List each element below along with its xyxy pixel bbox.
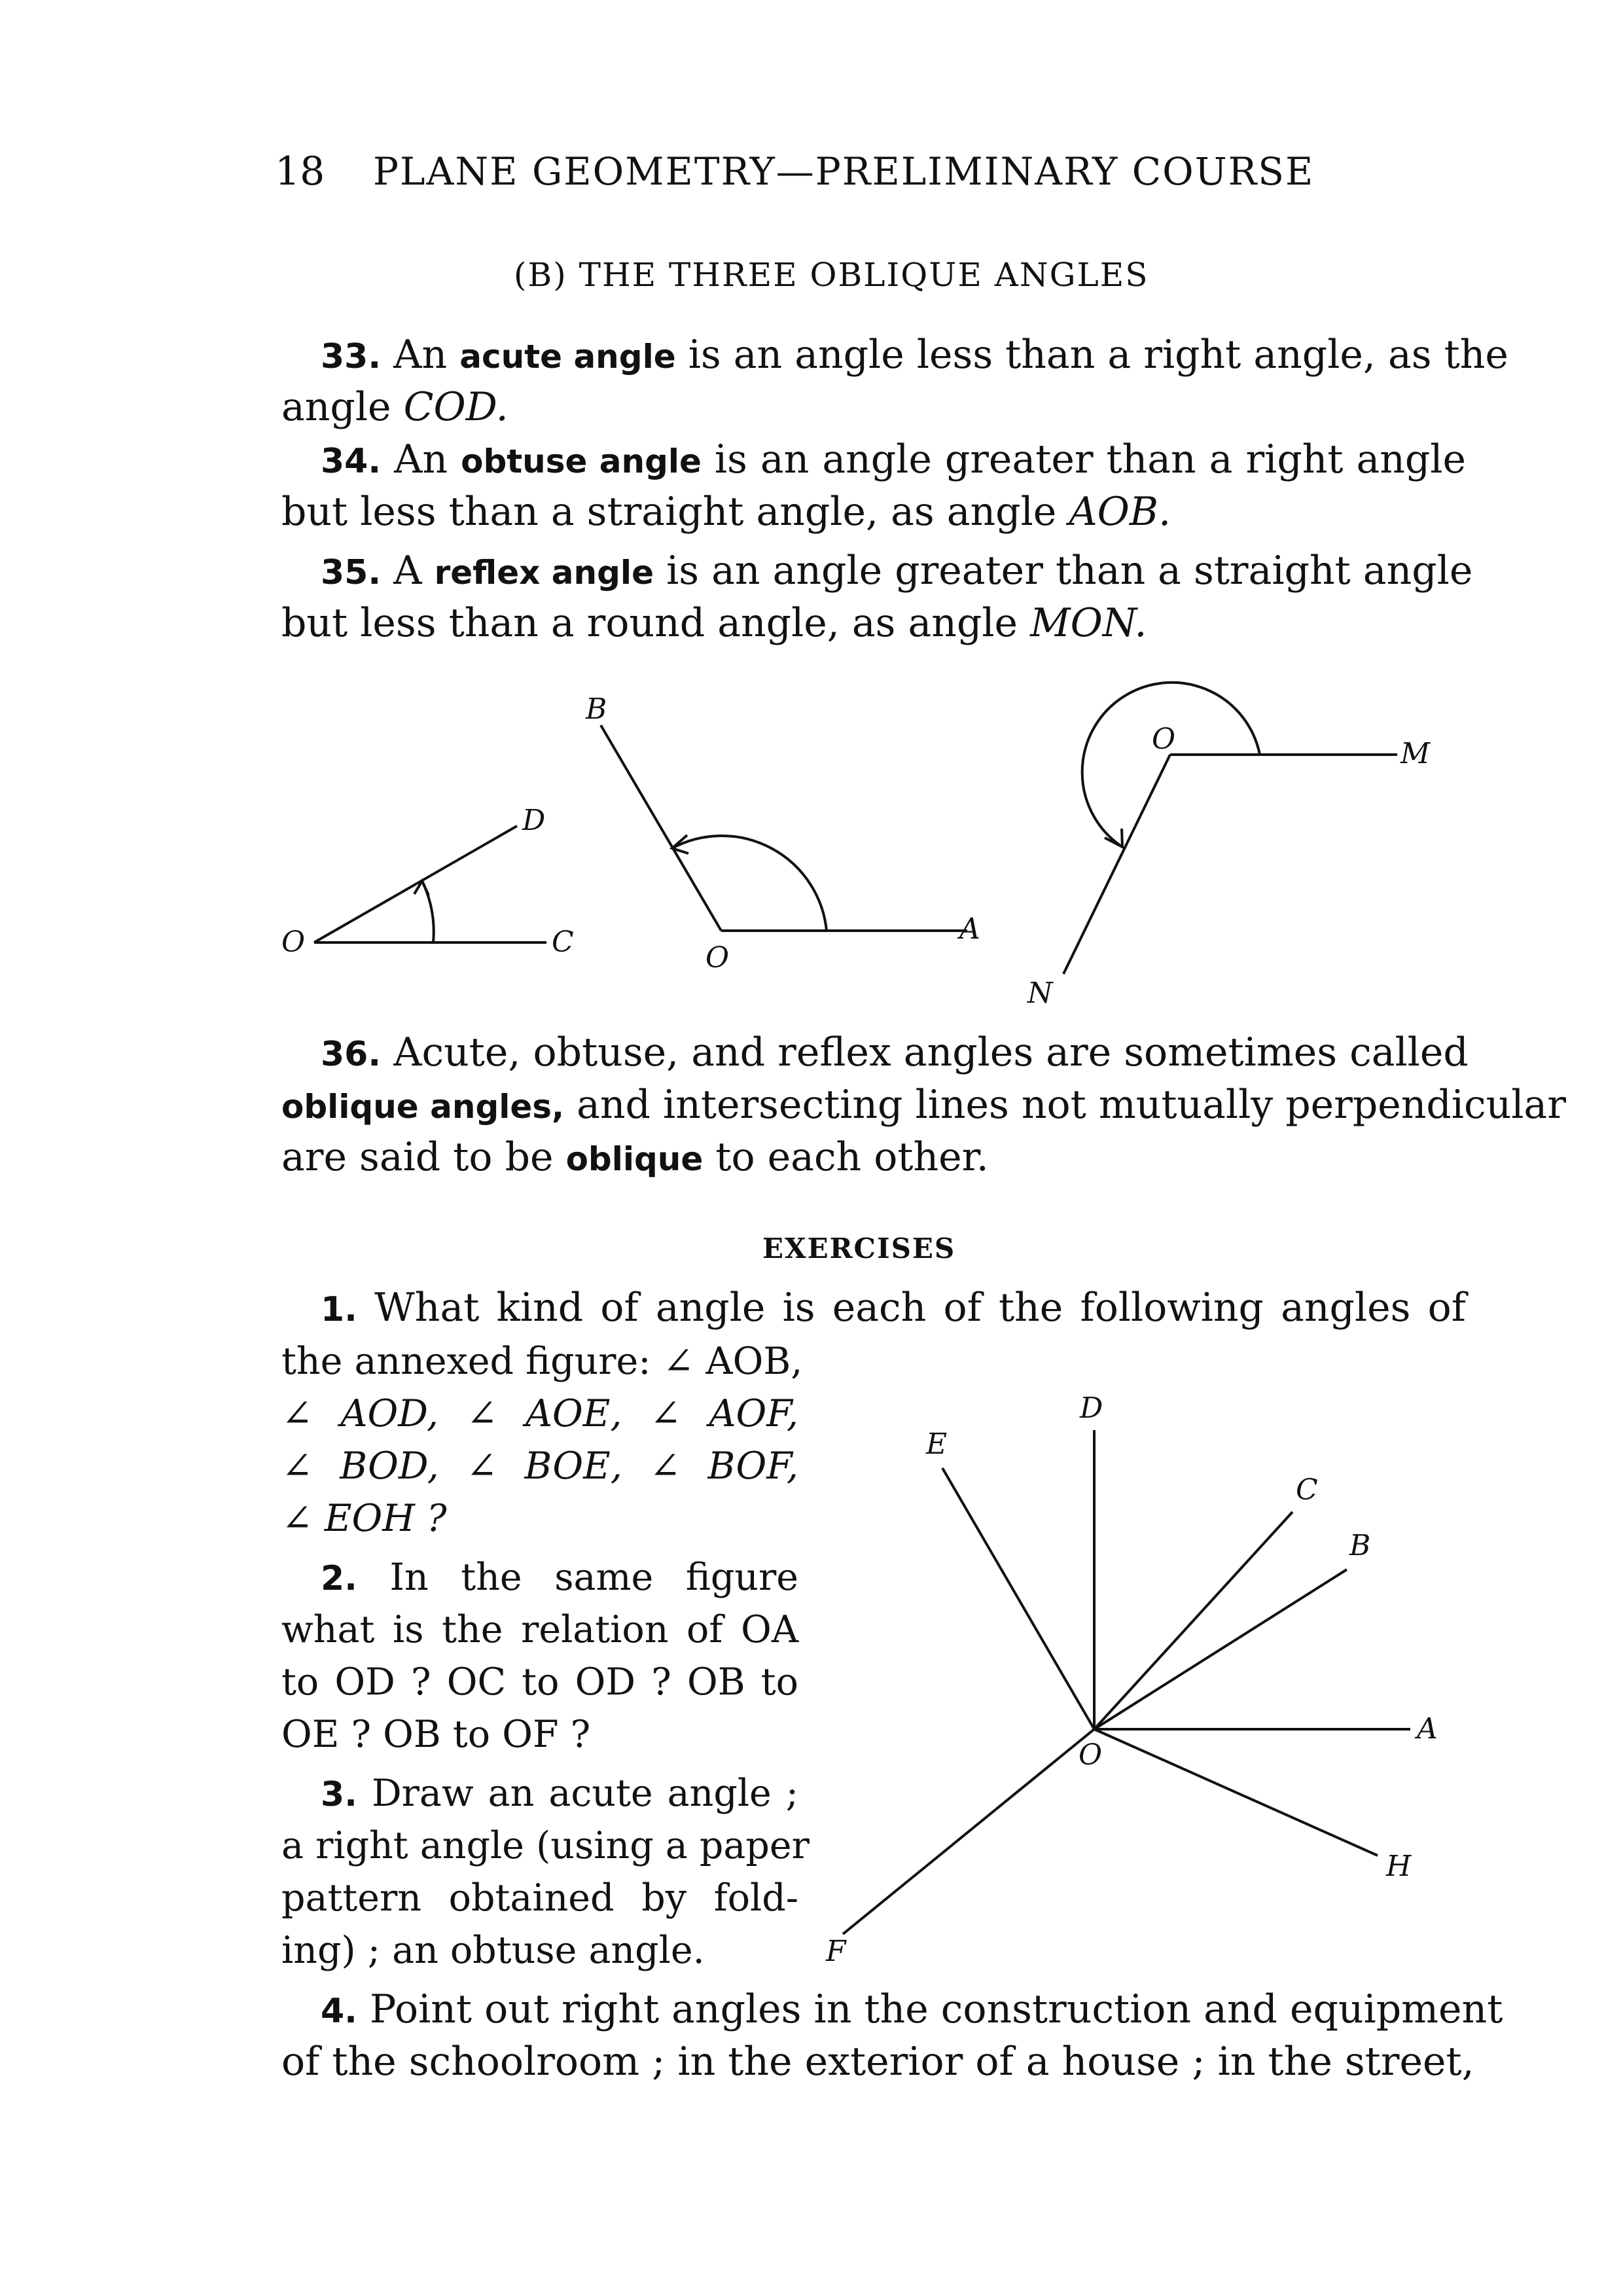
section-title: THE THREE OBLIQUE ANGLES — [579, 256, 1149, 294]
label-b-rays: B — [1349, 1529, 1371, 1562]
label-m: M — [1400, 737, 1431, 770]
term-acute-angle: acute angle — [459, 338, 676, 376]
exercise-1-line-4: ∠ BOD, ∠ BOE, ∠ BOF, — [281, 1444, 798, 1488]
label-n: N — [1027, 977, 1053, 1010]
exercise-1-line-3: ∠ AOD, ∠ AOE, ∠ AOF, — [281, 1392, 798, 1435]
definition-36-line-1: 36. Acute, obtuse, and reflex angles are sometimes called — [321, 1030, 1469, 1075]
exercise-1-line-2: the annexed figure: ∠ AOB, — [281, 1340, 803, 1383]
label-o-reflex: O — [1152, 723, 1176, 756]
label-d-rays: D — [1080, 1391, 1103, 1425]
exercise-1-line-5: ∠ EOH ? — [281, 1497, 447, 1540]
ray-e — [942, 1468, 1094, 1729]
ray-h — [1094, 1729, 1378, 1856]
exercise-number: 4. — [321, 1992, 357, 2031]
label-o-obtuse: O — [705, 941, 730, 975]
label-o-acute: O — [281, 925, 306, 959]
exercise-2-line-3: to OD ? OC to OD ? OB to — [281, 1660, 798, 1704]
definition-35-line-2: but less than a round angle, as angle MON. — [281, 600, 1147, 646]
definition-number: 35. — [321, 553, 382, 592]
label-b-obtuse: B — [586, 692, 607, 726]
definition-36-line-2: oblique angles, and intersecting lines not mutually perpendicular — [281, 1082, 1566, 1128]
term-reflex-angle: reflex angle — [434, 554, 654, 592]
exercise-number: 2. — [321, 1559, 357, 1598]
definition-35-line-1: 35. A reflex angle is an angle greater than a straight angle — [321, 548, 1473, 594]
label-f-rays: F — [826, 1935, 846, 1968]
exercise-3-line-1: 3. Draw an acute angle ; — [321, 1772, 798, 1815]
definition-36-line-3: are said to be oblique to each other. — [281, 1134, 989, 1180]
exercise-3-line-2: a right angle (using a paper — [281, 1824, 810, 1867]
page-number: 18 — [275, 149, 325, 194]
exercises-heading: EXERCISES — [762, 1232, 956, 1265]
label-c-rays: C — [1296, 1473, 1318, 1507]
label-a-rays: A — [1417, 1712, 1438, 1746]
ray-b — [1094, 1570, 1347, 1729]
exercise-4-line-1: 4. Point out right angles in the construction and equipment — [321, 1986, 1503, 2032]
exercise-2-line-1: 2. In the same figure — [321, 1556, 798, 1599]
label-d: D — [522, 804, 546, 837]
definition-34-line-1: 34. An obtuse angle is an angle greater than a right angle — [321, 437, 1467, 482]
term-obtuse-angle: obtuse angle — [461, 442, 702, 480]
label-a-obtuse: A — [959, 912, 980, 946]
ray-f — [843, 1729, 1094, 1934]
definition-33-line-2: angle COD. — [281, 384, 508, 430]
label-o-rays: O — [1079, 1738, 1103, 1772]
definition-34-line-2: but less than a straight angle, as angle AOB. — [281, 489, 1171, 535]
exercise-3-line-3: pattern obtained by fold- — [281, 1876, 798, 1920]
term-oblique: oblique — [565, 1140, 704, 1178]
exercise-2-line-4: OE ? OB to OF ? — [281, 1713, 591, 1756]
label-c: C — [552, 925, 574, 959]
definition-number: 36. — [321, 1035, 382, 1074]
definition-33-line-1: 33. An acute angle is an angle less than a right angle, as the — [321, 332, 1508, 378]
exercise-3-line-4: ing) ; an obtuse angle. — [281, 1929, 705, 1972]
definition-number: 33. — [321, 337, 382, 376]
running-title: PLANE GEOMETRY—PRELIMINARY COURSE — [373, 149, 1315, 194]
exercise-1-line-1: 1. What kind of angle is each of the following angles of — [321, 1285, 1466, 1331]
exercise-4-line-2: of the schoolroom ; in the exterior of a house ; in the street, — [281, 2039, 1474, 2085]
label-h-rays: H — [1386, 1850, 1412, 1883]
exercise-number: 1. — [321, 1290, 357, 1329]
exercise-2-line-2: what is the relation of OA — [281, 1608, 798, 1651]
ray-c — [1094, 1512, 1293, 1729]
term-oblique-angles: oblique angles, — [281, 1088, 565, 1126]
section-label: (B) — [514, 256, 567, 294]
definition-number: 34. — [321, 442, 382, 481]
exercise-number: 3. — [321, 1775, 357, 1814]
label-e-rays: E — [926, 1427, 948, 1461]
